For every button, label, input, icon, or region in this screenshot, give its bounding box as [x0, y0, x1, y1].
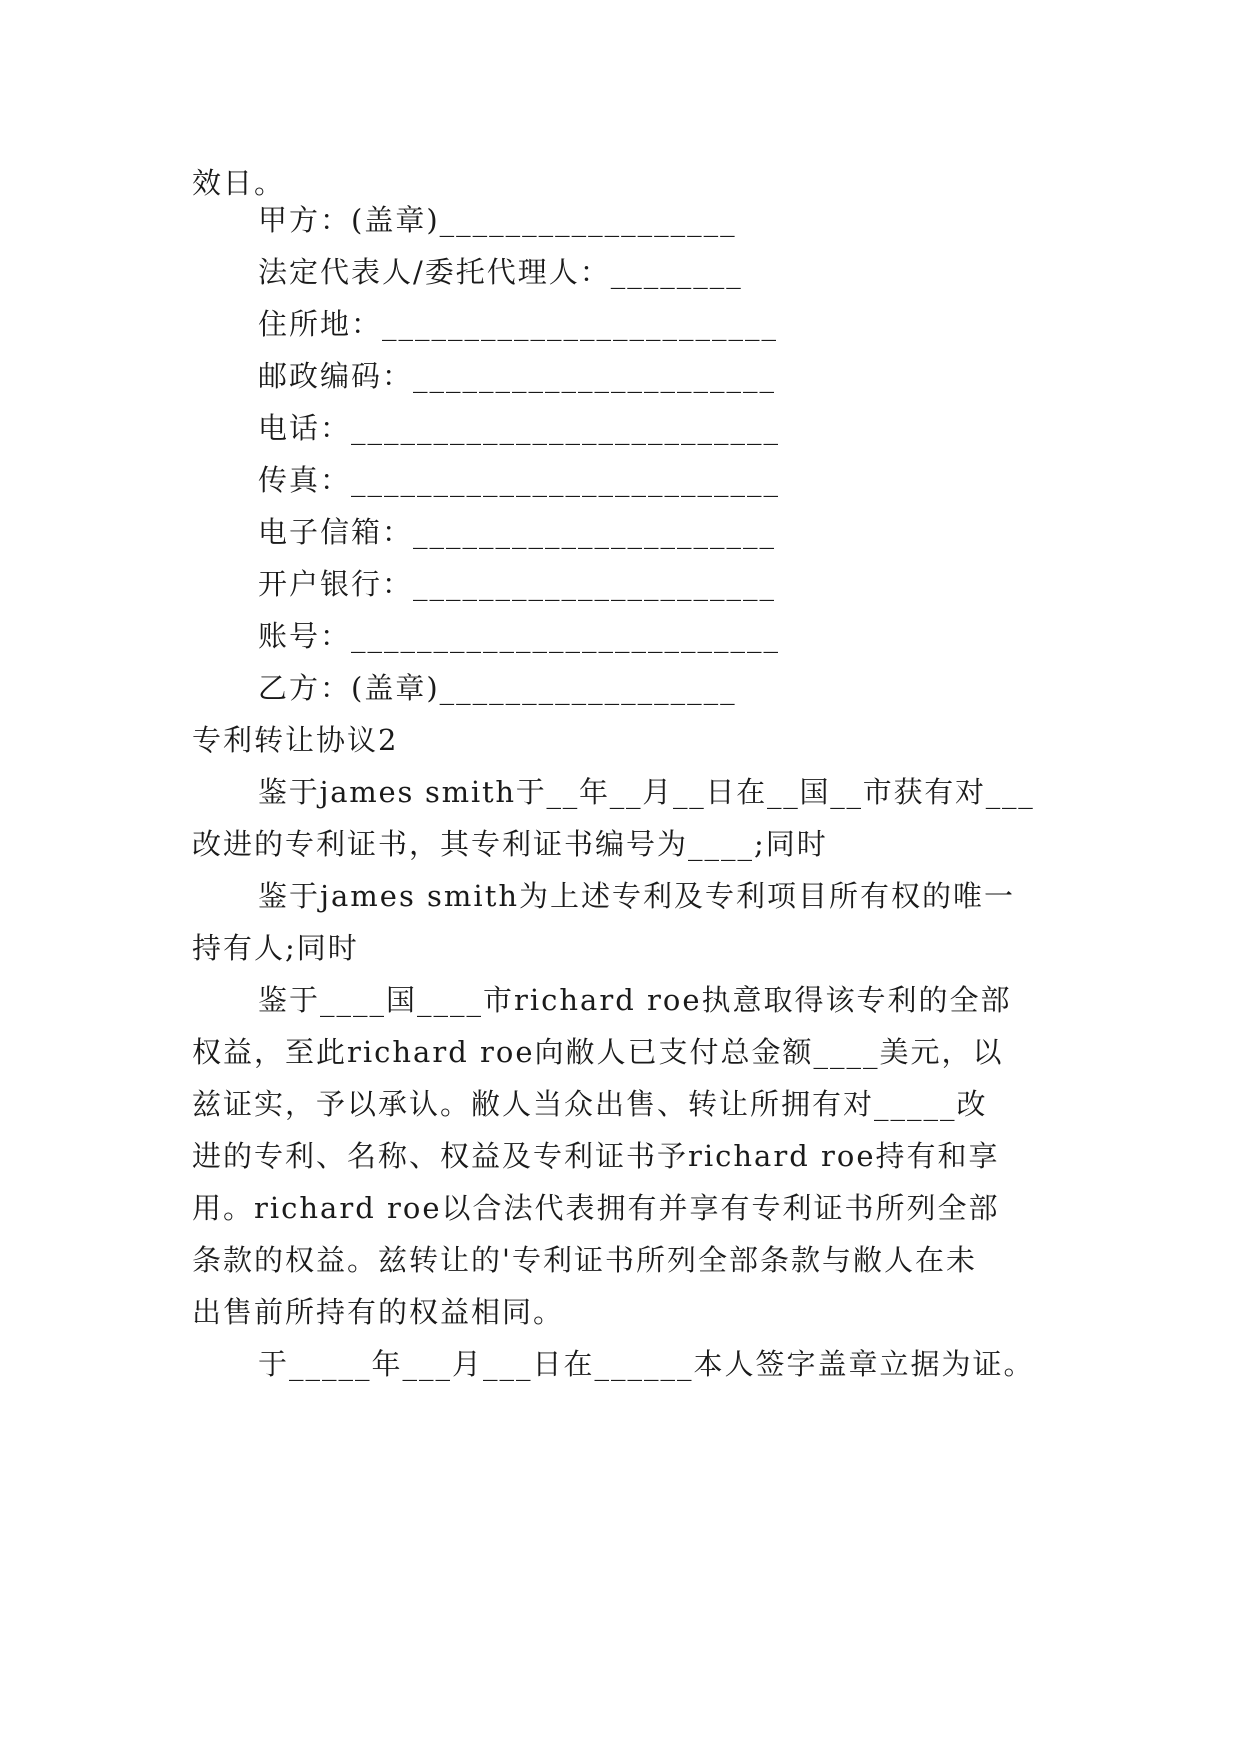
party-b-seal-line: 乙方：(盖章)__________________: [258, 671, 737, 705]
account-line: 账号：__________________________: [258, 619, 781, 653]
fax-line: 传真：__________________________: [258, 463, 781, 497]
email-line: 电子信箱：______________________: [258, 515, 777, 549]
postal-code-line: 邮政编码：______________________: [258, 359, 777, 393]
paragraph-line: 权益，至此richard roe向敝人已支付总金额____美元，以: [192, 1035, 1004, 1069]
paragraph-line: 兹证实，予以承认。敝人当众出售、转让所拥有对_____改: [192, 1087, 988, 1121]
paragraph-line: 出售前所持有的权益相同。: [192, 1295, 565, 1329]
closing-line: 于_____年___月___日在______本人签字盖章立据为证。: [258, 1347, 1035, 1381]
text-line: 效日。: [192, 166, 286, 200]
address-line: 住所地：________________________: [258, 307, 779, 341]
phone-line: 电话：__________________________: [258, 411, 781, 445]
paragraph-line: 持有人;同时: [192, 931, 359, 965]
paragraph-line: 条款的权益。兹转让的'专利证书所列全部条款与敝人在未: [192, 1243, 977, 1277]
section-heading: 专利转让协议2: [192, 723, 399, 757]
paragraph-line: 鉴于james smith为上述专利及专利项目所有权的唯一: [258, 879, 1016, 913]
paragraph-line: 鉴于____国____市richard roe执意取得该专利的全部: [258, 983, 1012, 1017]
paragraph-line: 用。richard roe以合法代表拥有并享有专利证书所列全部: [192, 1191, 1000, 1225]
legal-representative-line: 法定代表人/委托代理人：________: [258, 255, 743, 289]
party-a-seal-line: 甲方：(盖章)__________________: [258, 203, 737, 237]
paragraph-line: 改进的专利证书，其专利证书编号为____;同时: [192, 827, 828, 861]
paragraph-line: 进的专利、名称、权益及专利证书予richard roe持有和享: [192, 1139, 1000, 1173]
bank-line: 开户银行：______________________: [258, 567, 777, 601]
paragraph-line: 鉴于james smith于__年__月__日在__国__市获有对___: [258, 775, 1035, 809]
